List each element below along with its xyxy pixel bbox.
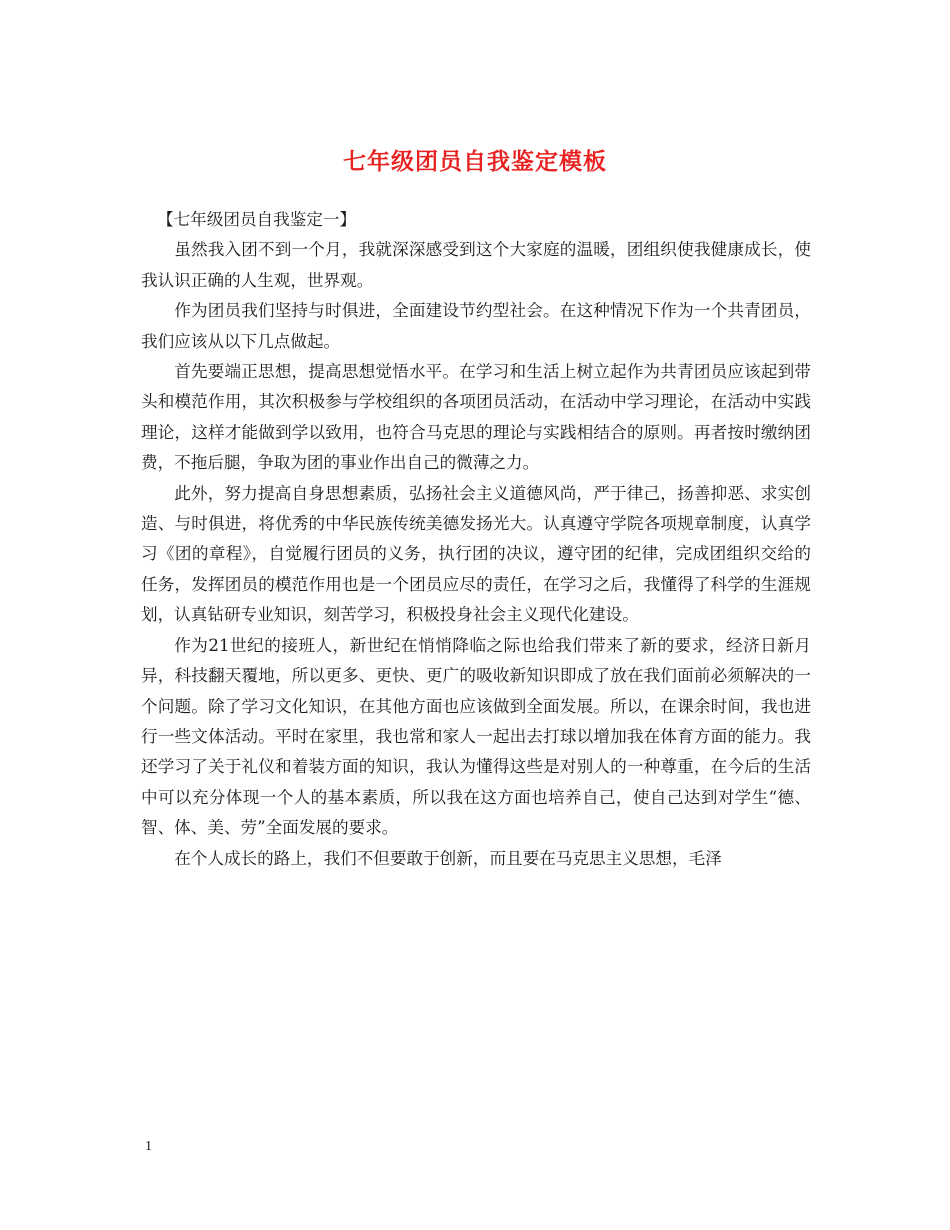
paragraph-2: 作为团员我们坚持与时俱进，全面建设节约型社会。在这种情况下作为一个共青团员，我们应该从以下几点做起。 — [141, 301, 811, 351]
section-heading: 【七年级团员自我鉴定一】 — [157, 210, 357, 229]
paragraph-4: 此外，努力提高自身思想素质，弘扬社会主义道德风尚，严于律己，扬善抑恶、求实创造、与时俱进，将优秀的中华民族传统美德发扬光大。认真遵守学院各项规章制度，认真学习《团的章程》，自觉履行团员的义务，执行团的决议，遵守团的纪律，完成团组织交给的任务，发挥团员的模范作用也是一个团员应尽的责任，在学习之后，我懂得了科学的生涯规划，认真钻研专业知识，刻苦学习，积极投身社会主义现代化建设。 — [141, 483, 811, 625]
paragraph-6: 在个人成长的路上，我们不但要敢于创新，而且要在马克思主义思想，毛泽 — [174, 848, 722, 868]
paragraph-5: 作为21世纪的接班人，新世纪在悄悄降临之际也给我们带来了新的要求，经济日新月异，科技翻天覆地，所以更多、更快、更广的吸收新知识即成了放在我们面前必须解决的一个问题。除了学习文化知识，在其他方面也应该做到全面发展。所以，在课余时间，我也进行一些文体活动。平时在家里，我也常和家人一起出去打球以增加我在体育方面的能力。我还学习了关于礼仪和着装方面的知识，我认为懂得这些是对别人的一种尊重，在今后的生活中可以充分体现一个人的基本素质，所以我在这方面也培养自己，使自己达到对学生“德、智、体、美、劳”全面发展的要求。 — [141, 635, 811, 838]
document-body — [141, 205, 811, 874]
page-number: 1 — [145, 1139, 152, 1154]
document-title: 七年级团员自我鉴定模板 — [343, 148, 607, 176]
paragraph-1: 虽然我入团不到一个月，我就深深感受到这个大家庭的温暖，团组织使我健康成长，使我认识正确的人生观，世界观。 — [141, 240, 811, 290]
paragraph-3: 首先要端正思想，提高思想觉悟水平。在学习和生活上树立起作为共青团员应该起到带头和模范作用，其次积极参与学校组织的各项团员活动，在活动中学习理论，在活动中实践理论，这样才能做到学以致用，也符合马克思的理论与实践相结合的原则。再者按时缴纳团费，不拖后腿，争取为团的事业作出自己的微薄之力。 — [141, 362, 811, 473]
